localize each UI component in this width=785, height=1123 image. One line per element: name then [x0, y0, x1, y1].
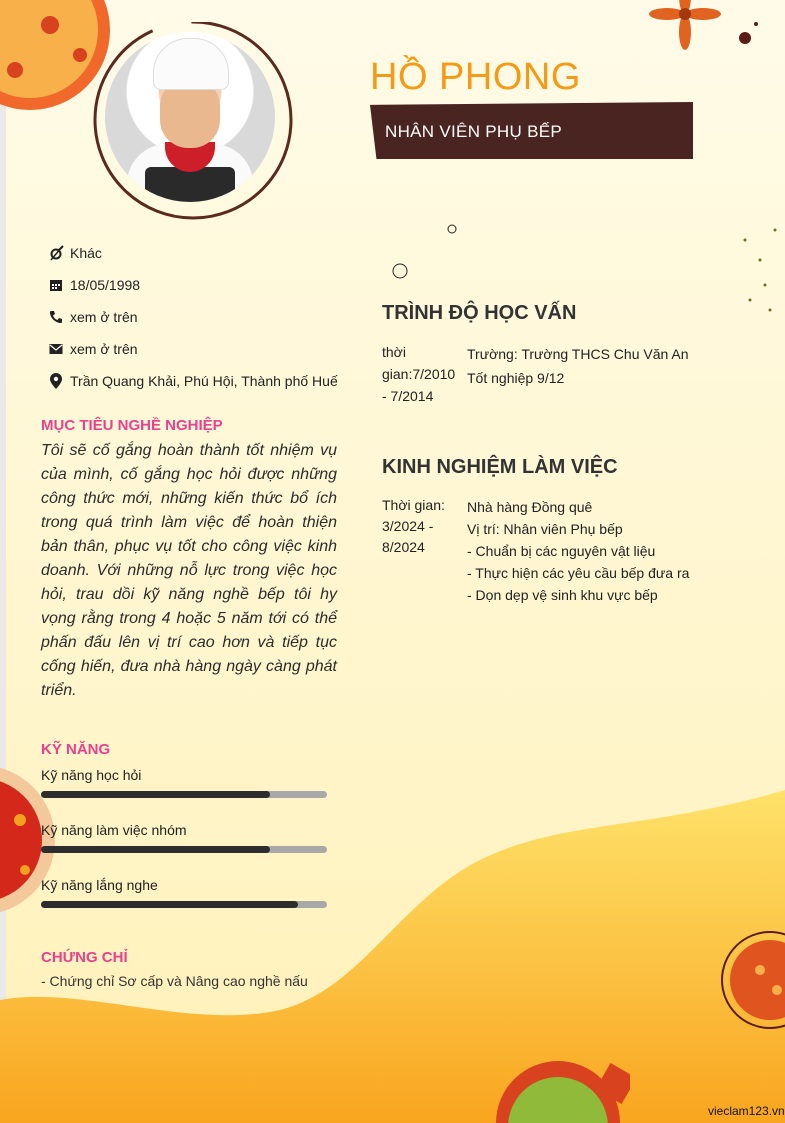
green-soup-decoration	[490, 1055, 630, 1123]
education-result: Tốt nghiệp 9/12	[467, 370, 565, 386]
skills-heading: KỸ NĂNG	[41, 741, 111, 758]
contact-phone: xem ở trên	[48, 301, 368, 333]
gender-icon	[48, 245, 64, 261]
skill-bar-fill	[41, 901, 298, 908]
education-heading: TRÌNH ĐỘ HỌC VẤN	[382, 302, 577, 324]
skill-bar	[41, 846, 327, 853]
experience-task: - Chuẩn bị các nguyên vật liệu	[467, 543, 656, 559]
skill-item: Kỹ năng làm việc nhóm	[41, 822, 331, 838]
experience-time: Thời gian: 3/2024 - 8/2024	[382, 497, 445, 555]
skill-bar-fill	[41, 791, 270, 798]
star-anise-decoration	[640, 0, 730, 55]
experience-detail	[467, 496, 767, 606]
contact-birthday: 18/05/1998	[48, 269, 368, 301]
education-detail	[467, 342, 767, 390]
calendar-icon	[48, 277, 64, 293]
skill-bar-fill	[41, 846, 270, 853]
skill-bar	[41, 901, 327, 908]
candidate-name: HỒ PHONG	[370, 56, 581, 98]
envelope-icon	[48, 341, 64, 357]
certificates-heading: CHỨNG CHỈ	[41, 949, 128, 966]
contact-list	[48, 237, 368, 397]
phone-icon	[48, 309, 64, 325]
skill-item: Kỹ năng học hỏi	[41, 767, 331, 783]
dish-decoration	[715, 930, 785, 1035]
watermark: vieclam123.vn	[708, 1104, 785, 1118]
herb-sprinkles-decoration	[740, 210, 785, 330]
profile-photo	[105, 32, 275, 202]
education-time: thời gian:7/2010 - 7/2014	[382, 344, 456, 404]
location-pin-icon	[48, 373, 64, 389]
experience-heading: KINH NGHIỆM LÀM VIỆC	[382, 456, 618, 478]
certificate-item: - Chứng chỉ Sơ cấp và Nâng cao nghề nấu	[41, 973, 308, 989]
objective-heading: MỤC TIÊU NGHỀ NGHIỆP	[41, 417, 223, 434]
objective-text: Tôi sẽ cố gắng hoàn thành tốt nhiệm vụ của mình, cố gắng học hỏi được những công thức mới, những kiến thức bổ ích trong quá trình làm việc để hoàn thiện bản thân, phục vụ tốt cho công việc kinh doanh. Với những nỗ lực trong việc học hỏi, trau dồi kỹ năng nghề bếp tôi hy vọng rằng trong 4 hoặc 5 năm tới có thể phấn đấu lên vị trí cao hơn và tiếp tục cống hiến, đưa nhà hàng ngày càng phát triển.	[41, 442, 337, 699]
contact-address: Trần Quang Khải, Phú Hội, Thành phố Huế	[48, 365, 368, 397]
education-school: Trường: Trường THCS Chu Văn An	[467, 346, 689, 362]
contact-email: xem ở trên	[48, 333, 368, 365]
profile-photo-frame	[88, 22, 298, 222]
contact-gender: Khác	[48, 237, 368, 269]
soup-bowl-decoration	[0, 760, 60, 920]
doodle-decoration	[392, 222, 462, 282]
experience-task: - Thực hiện các yêu cầu bếp đưa ra	[467, 565, 690, 581]
experience-position: Vị trí: Nhân viên Phụ bếp	[467, 521, 623, 537]
experience-company: Nhà hàng Đồng quê	[467, 499, 593, 515]
spice-dots-decoration	[736, 18, 766, 48]
job-title: NHÂN VIÊN PHỤ BẾP	[385, 122, 563, 141]
skill-bar	[41, 791, 327, 798]
skill-item: Kỹ năng lắng nghe	[41, 877, 331, 893]
experience-task: - Dọn dẹp vệ sinh khu vực bếp	[467, 587, 658, 603]
